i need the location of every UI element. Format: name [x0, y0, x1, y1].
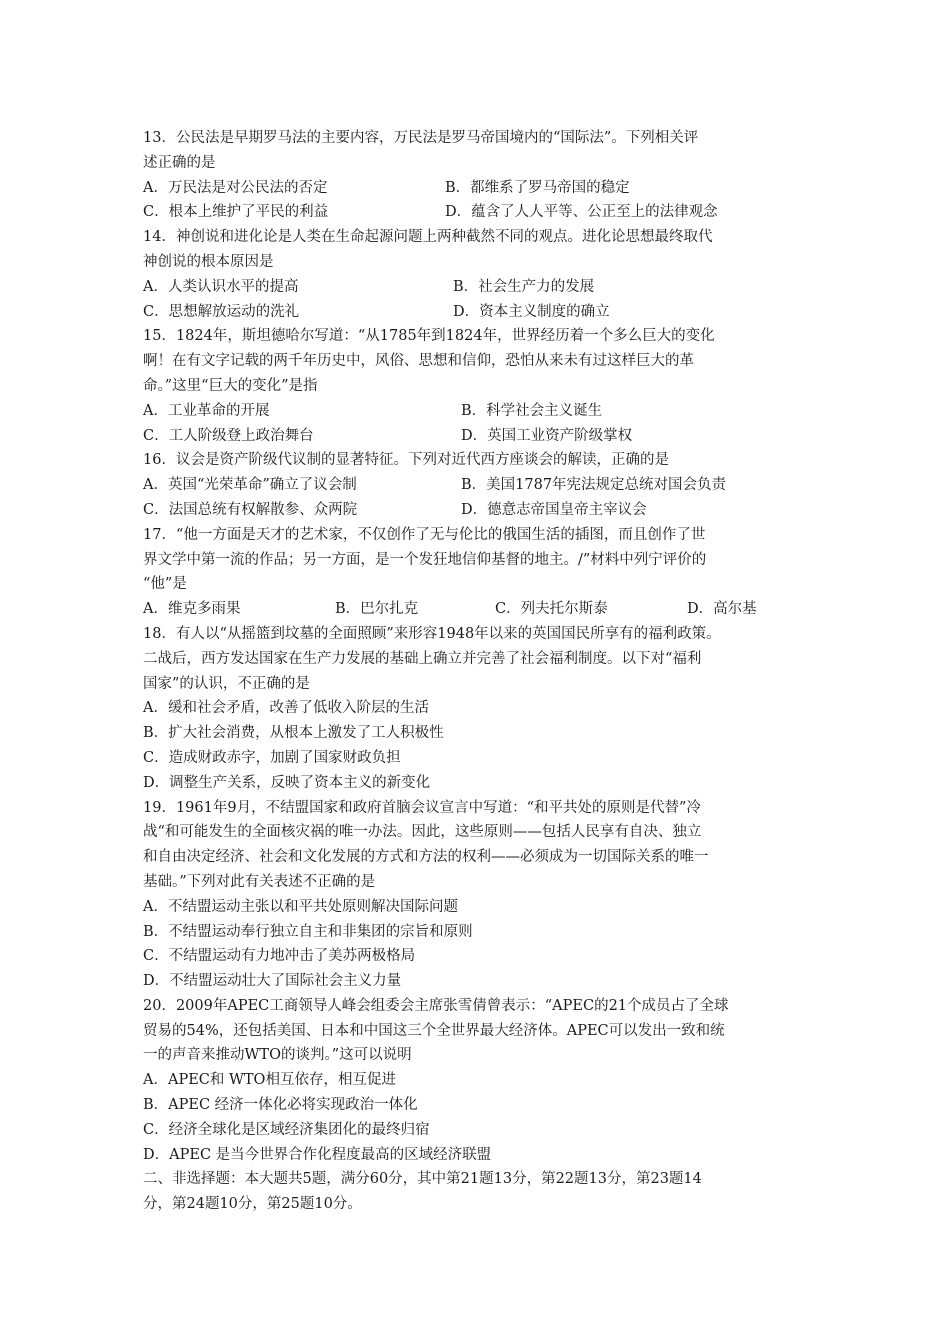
q16-option-b: B．美国1787年宪法规定总统对国会负责: [461, 477, 727, 494]
q18-stem-line2: 二战后，西方发达国家在生产力发展的基础上确立并完善了社会福利制度。以下对“福利: [143, 650, 702, 667]
q14-option-b: B．社会生产力的发展: [453, 278, 595, 295]
q16-option-c: C．法国总统有权解散参、众两院: [143, 501, 358, 518]
q15-option-b: B．科学社会主义诞生: [461, 402, 603, 419]
q13-options-row2: [143, 200, 823, 225]
q18-stem-line1: 18．有人以“从摇篮到坟墓的全面照顾”来形容1948年以来的英国国民所享有的福利政策。: [143, 625, 721, 642]
q17-options-row: [143, 597, 823, 622]
q14-option-d: D．资本主义制度的确立: [453, 303, 610, 320]
q17-option-c: C．列夫托尔斯泰: [495, 601, 608, 618]
q18-option-a: A．缓和社会矛盾，改善了低收入阶层的生活: [143, 700, 429, 717]
q16-option-a: A．英国“光荣革命”确立了议会制: [143, 477, 357, 494]
q19-stem-line1: 19．1961年9月，不结盟国家和政府首脑会议宣言中写道：“和平共处的原则是代替”冷: [143, 799, 701, 816]
q15-options-row2: [143, 424, 823, 449]
q15-stem-line2: 啊！在有文字记载的两千年历史中，风俗、思想和信仰，恐怕从来未有过这样巨大的革: [143, 353, 694, 370]
q15-options-row1: [143, 399, 823, 424]
q17-stem-line2: 界文学中第一流的作品；另一方面，是一个发狂地信仰基督的地主。/”材料中列宁评价的: [143, 551, 707, 568]
q20-option-c: C．经济全球化是区域经济集团化的最终归宿: [143, 1121, 430, 1138]
q14-option-c: C．思想解放运动的洗礼: [143, 303, 300, 320]
q15-option-a: A．工业革命的开展: [143, 402, 270, 419]
q19-option-c: C．不结盟运动有力地冲击了美苏两极格局: [143, 948, 416, 965]
q20-stem-line2: 贸易的54%，还包括美国、日本和中国这三个全世界最大经济体。APEC可以发出一致和统: [143, 1022, 725, 1039]
q17-stem-line1: 17．“他一方面是天才的艺术家，不仅创作了无与伦比的俄国生活的插图，而且创作了世: [143, 526, 706, 543]
q20-stem-line1: 20．2009年APEC工商领导人峰会组委会主席张雪倩曾表示：“APEC的21个成员占了全球: [143, 997, 729, 1014]
q13-option-a: A．万民法是对公民法的否定: [143, 179, 328, 196]
q14-stem-line2: 神创说的根本原因是: [143, 253, 274, 270]
q17-option-b: B．巴尔扎克: [335, 601, 419, 618]
q16-stem-line1: 16．议会是资产阶级代议制的显著特征。下列对近代西方座谈会的解读，正确的是: [143, 452, 669, 469]
q19-stem-line2: 战“和可能发生的全面核灾祸的唯一办法。因此，这些原则——包括人民享有自决、独立: [143, 824, 702, 841]
q14-options-row1: [143, 275, 823, 300]
q13-stem-line2: 述正确的是: [143, 154, 216, 171]
q19-stem-line4: 基础。”下列对此有关表述不正确的是: [143, 873, 376, 890]
q18-option-c: C．造成财政赤字，加剧了国家财政负担: [143, 749, 401, 766]
q16-option-d: D．德意志帝国皇帝主宰议会: [461, 501, 647, 518]
q13-options-row1: [143, 176, 823, 201]
exam-page: [143, 126, 823, 1217]
q19-option-b: B．不结盟运动奉行独立自主和非集团的宗旨和原则: [143, 923, 473, 940]
q19-option-d: D．不结盟运动壮大了国际社会主义力量: [143, 973, 402, 990]
q19-stem-line3: 和自由决定经济、社会和文化发展的方式和方法的权利——必须成为一切国际关系的唯一: [143, 849, 709, 866]
q13-stem-line1: 13．公民法是早期罗马法的主要内容，万民法是罗马帝国境内的“国际法”。下列相关评: [143, 130, 699, 146]
q14-options-row2: [143, 300, 823, 325]
q13-option-b: B．都维系了罗马帝国的稳定: [445, 179, 630, 196]
q18-stem-line3: 国家”的认识，不正确的是: [143, 675, 310, 692]
section2-heading-line1: 二、非选择题：本大题共5题，满分60分，其中第21题13分，第22题13分，第23题14: [143, 1171, 702, 1188]
q20-option-d: D．APEC 是当今世界合作化程度最高的区域经济联盟: [143, 1146, 492, 1163]
q13-option-c: C．根本上维护了平民的利益: [143, 204, 329, 221]
q17-option-a: A．维克多雨果: [143, 601, 241, 618]
q14-stem-line1: 14．神创说和进化论是人类在生命起源问题上两种截然不同的观点。进化论思想最终取代: [143, 229, 713, 246]
q15-stem-line3: 命。”这里“巨大的变化”是指: [143, 377, 318, 394]
q20-stem-line3: 一的声音来推动WTO的谈判。”这可以说明: [143, 1047, 412, 1064]
q16-options-row2: [143, 498, 823, 523]
q18-option-b: B．扩大社会消费，从根本上激发了工人积极性: [143, 725, 444, 742]
q18-option-d: D．调整生产关系，反映了资本主义的新变化: [143, 774, 431, 791]
section2-heading-line2: 分，第24题10分，第25题10分。: [143, 1196, 362, 1213]
q17-option-d: D．高尔基: [687, 601, 757, 618]
q13-option-d: D．蕴含了人人平等、公正至上的法律观念: [445, 204, 718, 221]
q17-stem-line3: “他”是: [143, 576, 187, 593]
q15-option-d: D．英国工业资产阶级掌权: [461, 427, 633, 444]
q15-stem-line1: 15．1824年，斯坦德哈尔写道：“从1785年到1824年，世界经历着一个多么巨大的变化: [143, 328, 715, 345]
q14-option-a: A．人类认识水平的提高: [143, 278, 299, 295]
q19-option-a: A．不结盟运动主张以和平共处原则解决国际问题: [143, 898, 458, 915]
q20-option-a: A．APEC和 WTO相互依存，相互促进: [143, 1072, 396, 1089]
q15-option-c: C．工人阶级登上政治舞台: [143, 427, 314, 444]
q20-option-b: B．APEC 经济一体化必将实现政治一体化: [143, 1097, 418, 1114]
q16-options-row1: [143, 473, 823, 498]
